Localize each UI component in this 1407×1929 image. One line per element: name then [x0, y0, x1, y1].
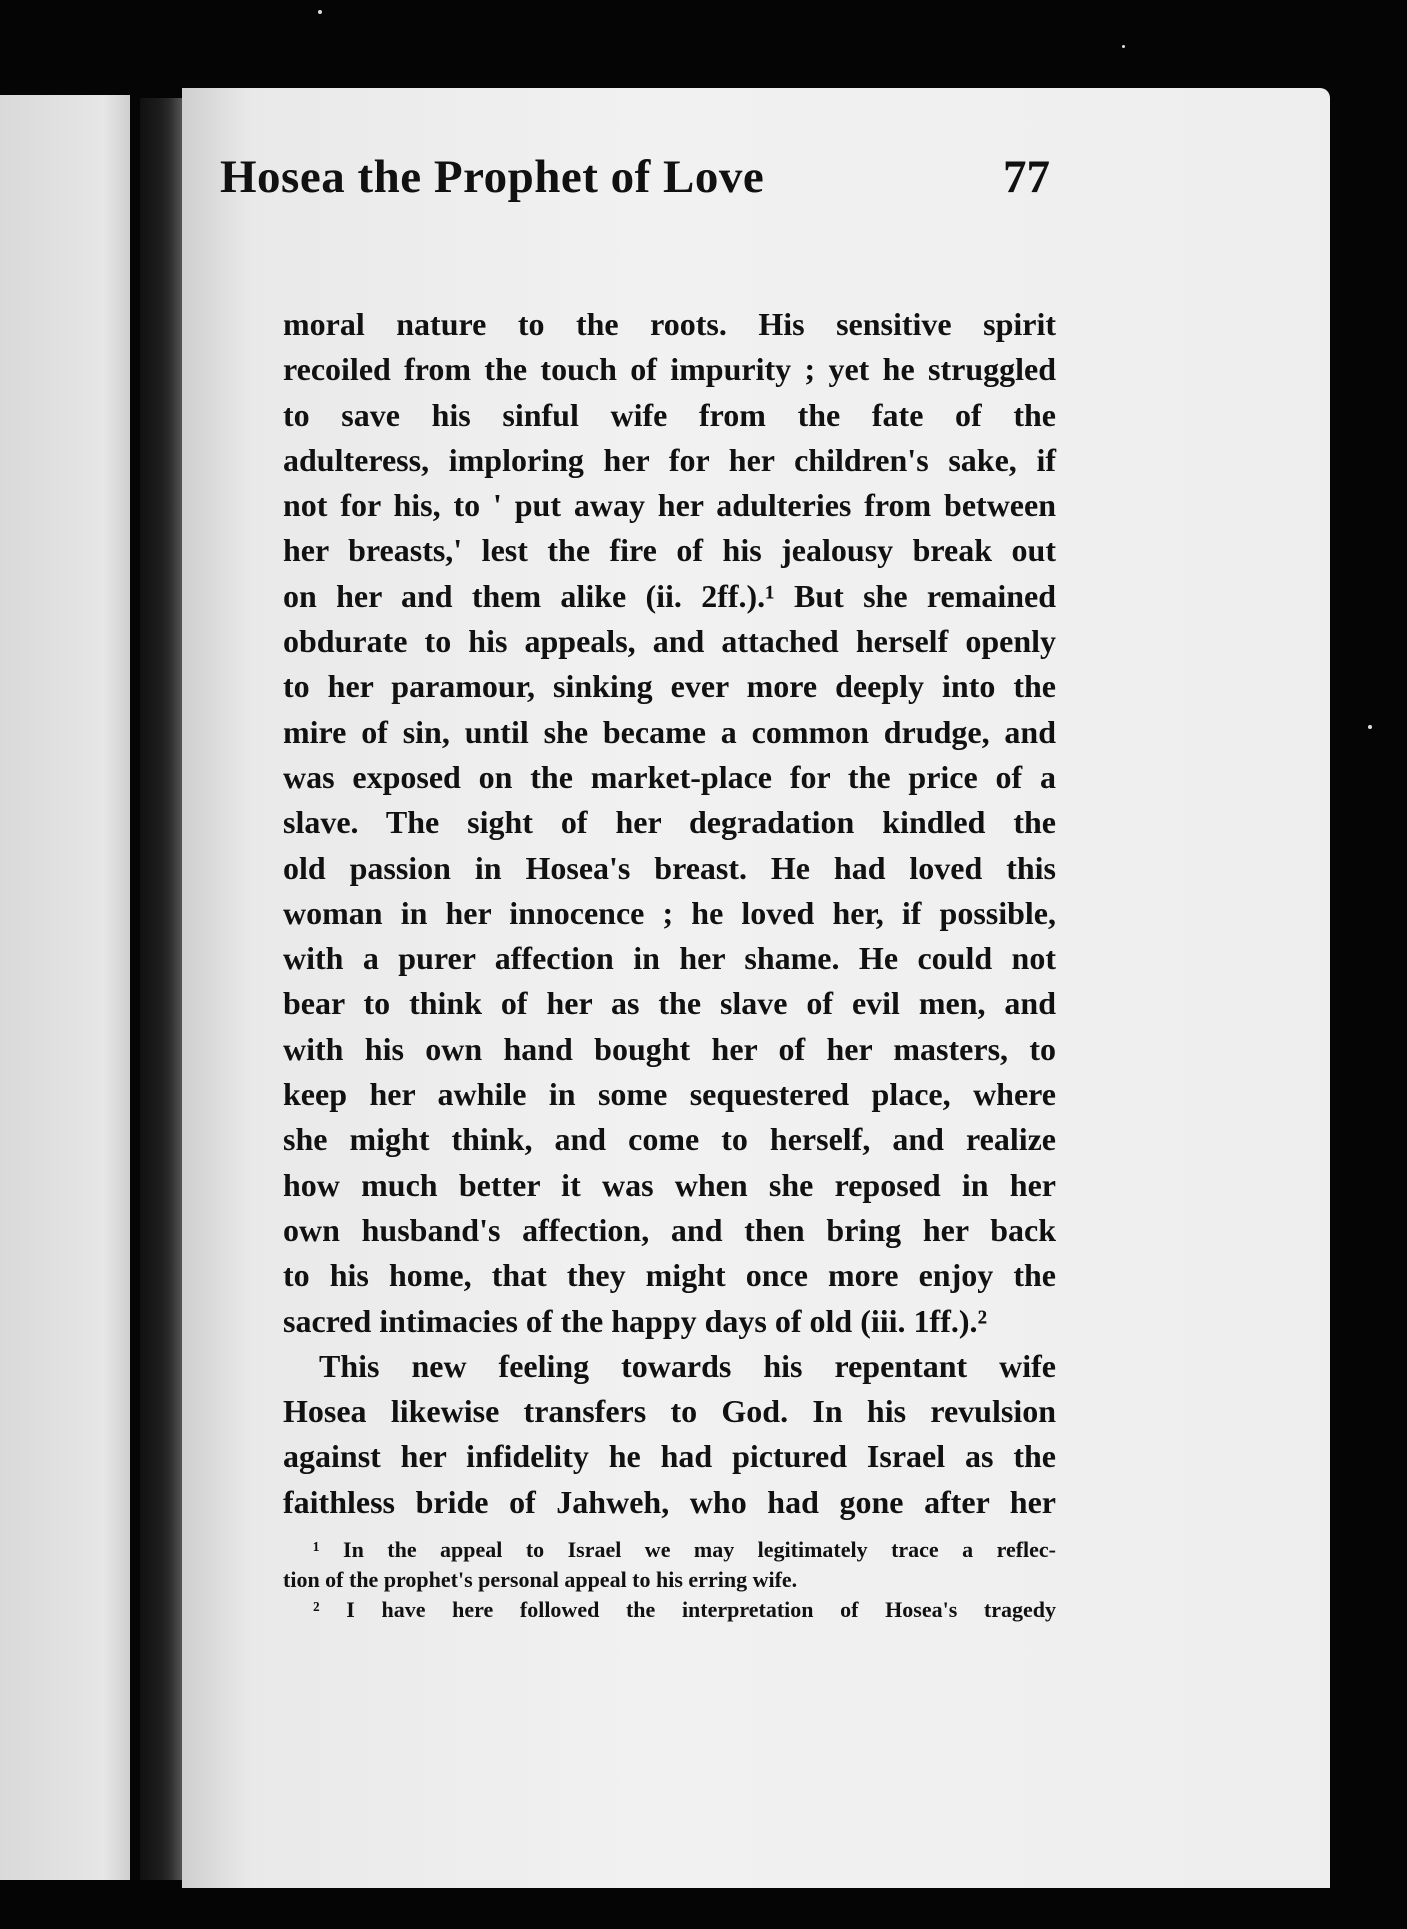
page-number: 77 — [1003, 151, 1050, 203]
scan-speck — [318, 10, 322, 14]
text-line: adulteress, imploring her for her children's sake, if — [283, 441, 1056, 478]
scan-speck — [1368, 725, 1372, 729]
text-line: how much better it was when she reposed in her — [283, 1166, 1056, 1203]
text-line: bear to think of her as the slave of evil men, and — [283, 985, 1056, 1022]
footnote-2: ² I have here followed the interpretation of Hosea's tragedy — [313, 1597, 1056, 1622]
text-line: to save his sinful wife from the fate of the — [283, 396, 1056, 433]
page-header — [220, 150, 1050, 220]
text-line: moral nature to the roots. His sensitive spirit — [283, 306, 1056, 342]
text-line: to his home, that they might once more enjoy the — [283, 1257, 1056, 1294]
text-line: not for his, to ' put away her adulteries from between — [283, 487, 1056, 524]
text-line: old passion in Hosea's breast. He had loved this — [283, 849, 1056, 886]
text-line: against her infidelity he had pictured Israel as the — [283, 1438, 1056, 1475]
paragraph-first-line: This new feeling towards his repentant wife — [319, 1347, 1056, 1384]
book-gutter — [140, 98, 182, 1880]
text-line: Hosea likewise transfers to God. In his revulsion — [283, 1393, 1056, 1430]
text-line: woman in her innocence ; he loved her, if possible, — [283, 894, 1056, 931]
footnote-1: ¹ In the appeal to Israel we may legitimately trace a reflec- — [313, 1537, 1056, 1562]
text-line: recoiled from the touch of impurity ; yet he struggled — [283, 351, 1056, 388]
text-line: keep her awhile in some sequestered place, where — [283, 1076, 1056, 1113]
footnotes — [283, 1535, 1056, 1625]
scan-speck — [1122, 45, 1125, 48]
body-text — [283, 302, 1056, 1525]
text-line: obdurate to his appeals, and attached herself openly — [283, 623, 1056, 660]
running-title: Hosea the Prophet of Love — [220, 151, 765, 203]
text-line: her breasts,' lest the fire of his jealousy break out — [283, 532, 1056, 569]
text-line: was exposed on the market-place for the price of a — [283, 758, 1056, 795]
text-line: own husband's affection, and then bring her back — [283, 1211, 1056, 1248]
text-line: with his own hand bought her of her masters, to — [283, 1030, 1056, 1067]
text-line: on her and them alike (ii. 2ff.).¹ But she remained — [283, 577, 1056, 614]
text-line: to her paramour, sinking ever more deeply into the — [283, 668, 1056, 705]
text-line: slave. The sight of her degradation kindled the — [283, 804, 1056, 841]
text-line: faithless bride of Jahweh, who had gone after her — [283, 1483, 1056, 1520]
text-line: mire of sin, until she became a common drudge, and — [283, 713, 1056, 750]
text-line: sacred intimacies of the happy days of old (iii. 1ff.).² — [283, 1302, 988, 1339]
footnote-1-cont: tion of the prophet's personal appeal to his erring wife. — [283, 1567, 798, 1592]
facing-page-edge — [0, 95, 130, 1880]
text-line: she might think, and come to herself, and realize — [283, 1121, 1056, 1158]
text-line: with a purer affection in her shame. He could not — [283, 940, 1056, 977]
